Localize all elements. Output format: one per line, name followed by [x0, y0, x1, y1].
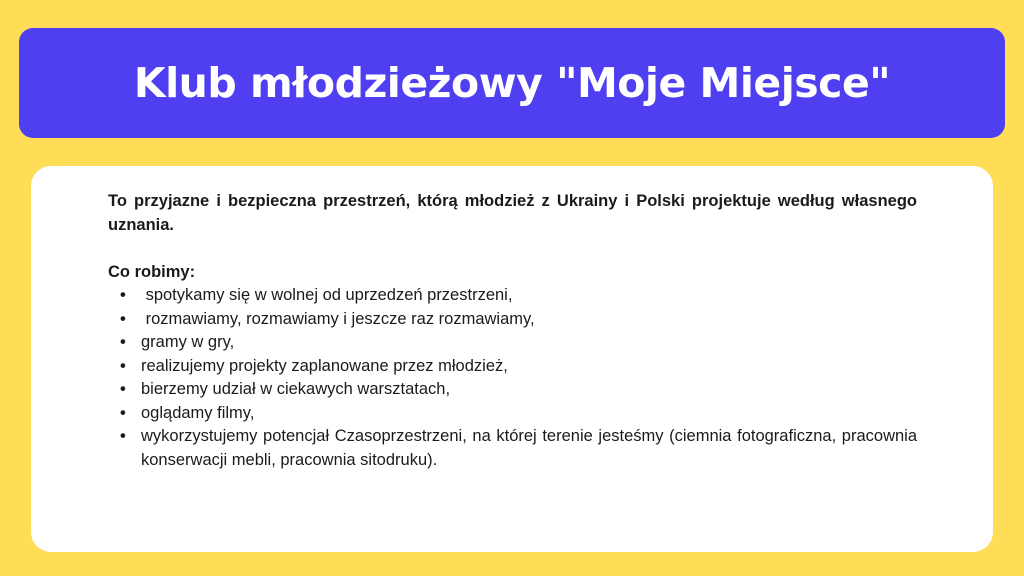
- content-body: [108, 190, 917, 472]
- list-item: [108, 402, 917, 426]
- bullet-icon: •: [120, 427, 126, 445]
- bullet-icon: •: [120, 403, 126, 422]
- bullet-icon: •: [120, 380, 126, 398]
- bullet-icon: •: [120, 333, 126, 351]
- list-item: [108, 355, 917, 379]
- activities-list: [108, 284, 917, 472]
- list-item-text: oglądamy filmy,: [141, 403, 255, 422]
- list-item-text: bierzemy udział w ciekawych warsztatach,: [141, 380, 451, 398]
- bullet-icon: •: [120, 356, 126, 375]
- intro-paragraph: To przyjazne i bezpieczna przestrzeń, którą młodzież z Ukrainy i Polski projektuje według własnego uznania.: [108, 192, 917, 234]
- bullet-icon: •: [120, 309, 126, 328]
- list-item-text: gramy w gry,: [141, 333, 235, 351]
- activities-heading: Co robimy:: [108, 262, 196, 281]
- list-item-text: realizujemy projekty zaplanowane przez młodzież,: [141, 356, 508, 375]
- list-item-text: wykorzystujemy potencjał Czasoprzestrzeni, na której terenie jesteśmy (ciemnia fotograficzna, pracownia konserwacji mebli, pracownia sitodruku).: [141, 427, 917, 469]
- list-item-text: spotykamy się w wolnej od uprzedzeń przestrzeni,: [141, 286, 513, 304]
- paragraph-spacer: [108, 237, 917, 261]
- slide-title: Klub młodzieżowy "Moje Miejsce": [133, 59, 891, 107]
- title-banner: [19, 28, 1005, 138]
- list-item: [108, 284, 917, 308]
- content-card: [31, 166, 993, 552]
- bullet-icon: •: [120, 286, 126, 304]
- list-item: [108, 425, 917, 472]
- list-item: [108, 378, 917, 402]
- list-item: [108, 331, 917, 355]
- list-item-text: rozmawiamy, rozmawiamy i jeszcze raz rozmawiamy,: [141, 309, 535, 328]
- list-item: [108, 308, 917, 332]
